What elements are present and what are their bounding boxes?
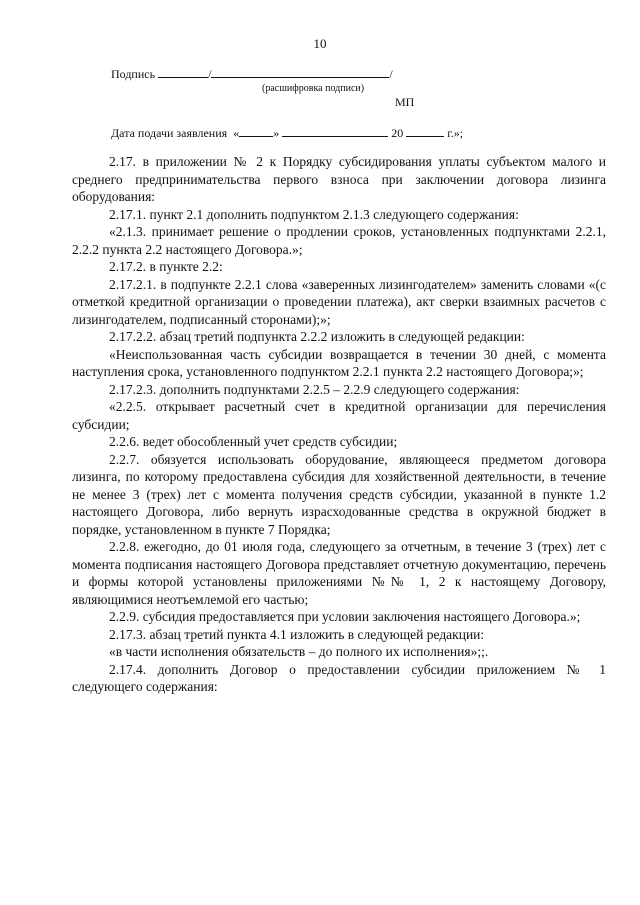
signature-label: Подпись [111, 67, 156, 81]
signature-line [111, 66, 393, 82]
paragraph-2-17-2: 2.17.2. в пункте 2.2: [109, 259, 223, 274]
document-body [72, 153, 606, 696]
paragraph-2-17-4: 2.17.4. дополнить Договор о предоставлении субсидии приложением № 1 следующего содержания: [72, 661, 606, 694]
paragraph-2-17: 2.17. в приложении № 2 к Порядку субсидирования уплаты субъектом малого и среднего предпринимательства первого взноса при заключении договора лизинга оборудования: [72, 154, 606, 204]
date-label: Дата подачи заявления [111, 126, 228, 140]
paragraph-2-17-2-1: 2.17.2.1. в подпункте 2.2.1 слова «заверенных лизингодателем» заменить словами «(с отметкой кредитной организации о проведении платежа), акт сверки взаимных расчетов с лизингодателем, подписанный сторонами);»; [72, 276, 606, 327]
paragraph-2-2-7: 2.2.7. обязуется использовать оборудование, являющееся предметом договора лизинга, по которому предоставлена субсидия для хозяйственной деятельности, в течение не менее 3 (трех) лет с момента получения средств субсидии, указанной в пункте 1.2 настоящего Договора, либо вернуть израсходованные средства в окружной бюджет в порядке, установленном в пункте 7 Порядка; [72, 451, 606, 537]
date-line-end: г.»; [447, 126, 464, 140]
paragraph-2-17-1: 2.17.1. пункт 2.1 дополнить подпунктом 2.1.3 следующего содержания: [109, 206, 519, 222]
date-quote-close: » [273, 126, 280, 140]
paragraph-2-17-2-2: 2.17.2.2. абзац третий подпункта 2.2.2 изложить в следующей редакции: [109, 329, 525, 344]
date-month-blank [282, 125, 388, 137]
date-year-blank [406, 125, 444, 137]
stamp-place-label: МП [395, 95, 415, 109]
paragraph-quote-obligations: «в части исполнения обязательств – до полного их исполнения»;;. [109, 644, 489, 659]
paragraph-2-17-2-3: 2.17.2.3. дополнить подпунктами 2.2.5 – 2.2.9 следующего содержания: [109, 381, 520, 397]
date-year-prefix: 20 [391, 126, 404, 140]
page-number: 10 [313, 36, 327, 51]
date-day-blank [239, 125, 273, 137]
paragraph-2-2-5: «2.2.5. открывает расчетный счет в кредитной организации для перечисления субсидии; [72, 399, 606, 432]
paragraph-quote-unused-subsidy: «Неиспользованная часть субсидии возвращается в течении 30 дней, с момента наступления срока, установленного подпунктом 2.2.1 пункта 2.2 настоящего Договора;»; [72, 346, 606, 379]
paragraph-2-1-3: «2.1.3. принимает решение о продлении сроков, установленных подпунктами 2.2.1, 2.2.2 пункта 2.2 настоящего Договора.»; [72, 224, 606, 257]
paragraph-2-17-3: 2.17.3. абзац третий пункта 4.1 изложить в следующей редакции: [109, 626, 485, 642]
signature-separator: / [208, 67, 212, 81]
signature-decoding-note: (расшифровка подписи) [262, 83, 365, 94]
paragraph-2-2-8: 2.2.8. ежегодно, до 01 июля года, следующего за отчетным, в течение 3 (трех) лет с момента подписания настоящего Договора представляет отчетную документацию, перечень и формы которой установлены приложениями №№ 1, 2 к настоящему Договору, являющимися неотъемлемой его частью; [72, 539, 606, 607]
paragraph-2-2-9: 2.2.9. субсидия предоставляется при условии заключения настоящего Договора.»; [109, 609, 581, 624]
signature-blank [158, 66, 208, 78]
application-date-line [111, 125, 463, 141]
paragraph-2-2-6: 2.2.6. ведет обособленный учет средств субсидии; [109, 434, 398, 449]
signature-decoding-blank [211, 66, 389, 78]
date-quote-open: « [233, 126, 240, 140]
signature-separator-end: / [389, 67, 393, 81]
